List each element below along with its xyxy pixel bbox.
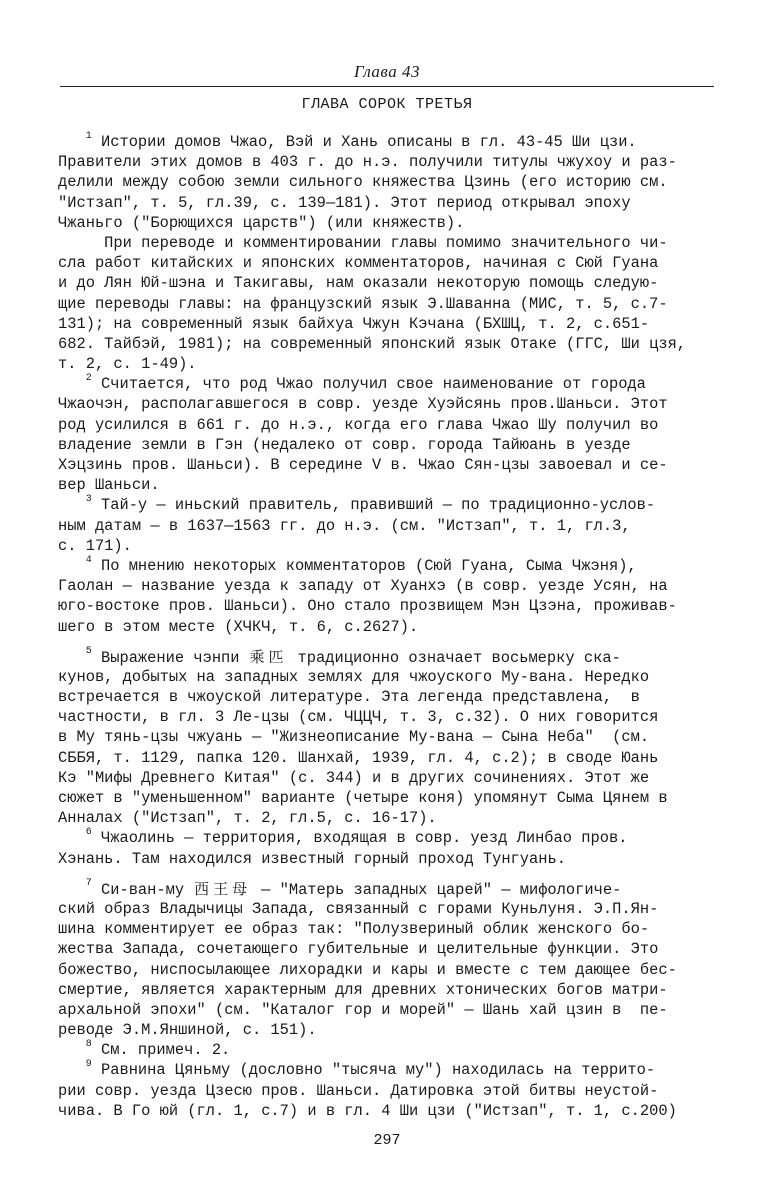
text-line [58, 617, 698, 637]
line-text: владение земли в Гэн (недалеко от совр. города Тайюань в уезде [58, 435, 631, 454]
line-text: 682. Тайбэй, 1981); на современный японский язык Отаке (ГГС, Ши цзя, [58, 334, 687, 353]
line-text: 131); на современный язык байхуа Чжун Кэчана (БХШЦ, т. 2, с.651- [58, 314, 650, 333]
line-text: частности, в гл. 3 Ле-цзы (см. ЧЦЦЧ, т. 3, с.32). О них говорится [58, 708, 659, 727]
text-line [58, 808, 698, 828]
chinese-characters: 西王母 [194, 879, 252, 898]
text-line [58, 193, 698, 213]
line-text: щие переводы главы: на французский язык Э.Шаванна (МИС, т. 5, с.7- [58, 294, 668, 313]
text-line [58, 960, 698, 980]
text-line [58, 152, 698, 172]
chapter-title: ГЛАВА СОРОК ТРЕТЬЯ [301, 96, 473, 113]
text-line [58, 354, 698, 374]
footnote-start-line [58, 556, 698, 576]
line-text: Истории домов Чжао, Вэй и Хань описаны в гл. 43-45 Ши цзи. [100, 133, 637, 151]
text-line [58, 768, 698, 788]
text-line [58, 939, 698, 959]
footnote-number: 1 [85, 131, 92, 142]
text-line [58, 213, 698, 233]
footnote-number: 5 [85, 645, 92, 657]
line-text: род усилился в 661 г. до н.э., когда его глава Чжао Шу получил во [58, 415, 659, 434]
text-line [58, 435, 698, 455]
line-text: жества Запада, сочетающего губительные и целительные функции. Это [58, 940, 659, 959]
text-line [58, 273, 698, 293]
text-line [58, 596, 698, 616]
line-text: Си-ван-му [100, 880, 185, 899]
footnote-number: 3 [85, 494, 92, 506]
line-text: т. 2, с. 1-49). [58, 355, 197, 374]
footnote-start-line [58, 879, 698, 899]
text-line [58, 899, 698, 919]
line-text: сла работ китайских и японских комментаторов, начиная с Сюй Гуана [58, 254, 659, 273]
text-line [58, 687, 698, 707]
line-text: Анналах ("Истзап", т. 2, гл.5, с. 16-17). [58, 809, 437, 828]
footnote-start-line [58, 374, 698, 394]
text-line [58, 394, 698, 414]
text-line [58, 707, 698, 727]
footnote-start-line [58, 1060, 698, 1080]
line-text: Хэнань. Там находился известный горный проход Тунгуань. [58, 849, 566, 868]
text-line [58, 849, 698, 869]
text-line [58, 980, 698, 1000]
text-line [58, 172, 698, 192]
footnote-number: 8 [85, 1039, 92, 1051]
line-gap [58, 637, 698, 647]
line-gap [58, 869, 698, 879]
text-line [58, 314, 698, 334]
line-text: встречается в чжоуской литературе. Эта легенда представлена, в [58, 688, 640, 707]
footnote-number: 6 [85, 827, 92, 839]
line-text: в Му тянь-цзы чжуань — "Жизнеописание Му-вана — Сына Неба" (см. [58, 728, 650, 747]
text-line [58, 415, 698, 435]
header-rule [60, 86, 714, 87]
text-line [58, 748, 698, 768]
footnote-start-line [58, 132, 698, 152]
text-line [58, 455, 698, 475]
footnote-start-line [58, 1040, 698, 1060]
footnote-start-line [58, 828, 698, 848]
line-text: чива. В Го юй (гл. 1, с.7) и в гл. 4 Ши цзи ("Истзап", т. 1, с.200) [58, 1101, 677, 1120]
text-line [58, 475, 698, 495]
line-text: Выражение чэнпи [100, 648, 240, 667]
running-head: Глава 43 [354, 62, 420, 81]
line-text: с. 171). [58, 536, 132, 555]
footnote-number: 2 [85, 373, 92, 385]
page-number: 297 [373, 1132, 401, 1149]
line-text: ский образ Владычицы Запада, связанный с горами Куньлуня. Э.П.Ян- [58, 899, 659, 918]
line-text: Чжаочэн, располагавшегося в совр. уезде Хуэйсянь пров.Шаньси. Этот [58, 395, 668, 414]
text-line [58, 919, 698, 939]
footnote-number: 4 [85, 554, 92, 566]
line-text: При переводе и комментировании главы помимо значительного чи- [58, 233, 668, 252]
text-line [58, 253, 698, 273]
line-text: По мнению некоторых комментаторов (Сюй Гуана, Сыма Чжэня), [100, 556, 637, 575]
text-line [58, 334, 698, 354]
line-text: божество, ниспосылающее лихорадки и кары и вместе с тем дающее бес- [58, 960, 677, 979]
line-text: ным датам — в 1637—1563 гг. до н.э. (см. "Истзап", т. 1, гл.3, [58, 516, 631, 535]
line-text: Равнина Цяньму (дословно "тысяча му") находилась на террито- [100, 1061, 656, 1080]
line-text-tail: — "Матерь западных царей" — мифологиче- [261, 880, 622, 899]
line-text: рии совр. уезда Цзесю пров. Шаньси. Датировка этой битвы неустой- [58, 1081, 659, 1100]
line-text: Считается, что род Чжао получил свое наименование от города [100, 375, 646, 394]
line-text: Хэцзинь пров. Шаньси). В середине V в. Чжао Сян-цзы завоевал и се- [58, 456, 668, 474]
footnote-start-line [58, 647, 698, 667]
line-text: делили между собою земли сильного княжества Цзинь (его историю см. [58, 173, 668, 192]
text-line [58, 536, 698, 556]
text-line [58, 1020, 698, 1040]
chinese-characters: 乘匹 [249, 647, 288, 666]
line-text: и до Лян Юй-шэна и Такигавы, нам оказали некоторую помощь следую- [58, 274, 659, 293]
line-text: Чжаолинь — территория, входящая в совр. уезд Линбао пров. [100, 829, 628, 848]
line-text: сюжет в "уменьшенном" варианте (четыре коня) упомянут Сыма Цянем в [58, 789, 668, 807]
text-line [58, 233, 698, 253]
line-text: шего в этом месте (ХЧКЧ, т. 6, с.2627). [58, 617, 419, 636]
footnote-number: 9 [85, 1059, 92, 1071]
line-text: "Истзап", т. 5, гл.39, с. 139—181). Этот период открывал эпоху [58, 193, 631, 212]
line-text: смертие, является характерным для древних хтонических богов матри- [58, 980, 668, 999]
line-text: Кэ "Мифы Древнего Китая" (с. 344) и в других сочинениях. Этот же [58, 768, 650, 787]
line-text: Тай-у — иньский правитель, правивший — по традиционно-услов- [100, 496, 656, 515]
line-text: юго-востоке пров. Шаньси). Оно стало прозвищем Мэн Цзэна, проживав- [58, 597, 677, 616]
text-line [58, 516, 698, 536]
line-text: кунов, добытых на западных землях для чжоуского Му-вана. Нередко [58, 667, 650, 686]
text-line [58, 667, 698, 687]
footnote-number: 7 [85, 877, 92, 889]
line-text: Правители этих домов в 403 г. до н.э. получили титулы чжухоу и раз- [58, 153, 677, 172]
footnote-start-line [58, 495, 698, 515]
line-text: СББЯ, т. 1129, папка 120. Шанхай, 1939, гл. 4, с.2); в своде Юань [58, 748, 659, 767]
line-text-tail: традиционно означает восьмерку ска- [297, 648, 621, 667]
line-text: См. примеч. 2. [100, 1041, 231, 1060]
text-line [58, 1000, 698, 1020]
line-text: архальной эпохи" (см. "Каталог гор и морей" — Шань хай цзин в пе- [58, 1000, 668, 1019]
line-text: шина комментирует ее образ так: "Полузвериный облик женского бо- [58, 920, 650, 939]
text-line [58, 788, 698, 808]
text-line [58, 294, 698, 314]
text-line [58, 576, 698, 596]
text-line [58, 1101, 698, 1121]
line-text: Гаолан — название уезда к западу от Хуанхэ (в совр. уезде Усян, на [58, 577, 668, 596]
text-line [58, 727, 698, 747]
text-line [58, 1081, 698, 1101]
line-text: Чжаньго ("Борющихся царств") (или княжеств). [58, 213, 465, 232]
line-text: вер Шаньси. [58, 476, 160, 495]
notes-body [58, 132, 698, 1121]
line-text: реводе Э.М.Яншиной, с. 151). [58, 1021, 317, 1040]
